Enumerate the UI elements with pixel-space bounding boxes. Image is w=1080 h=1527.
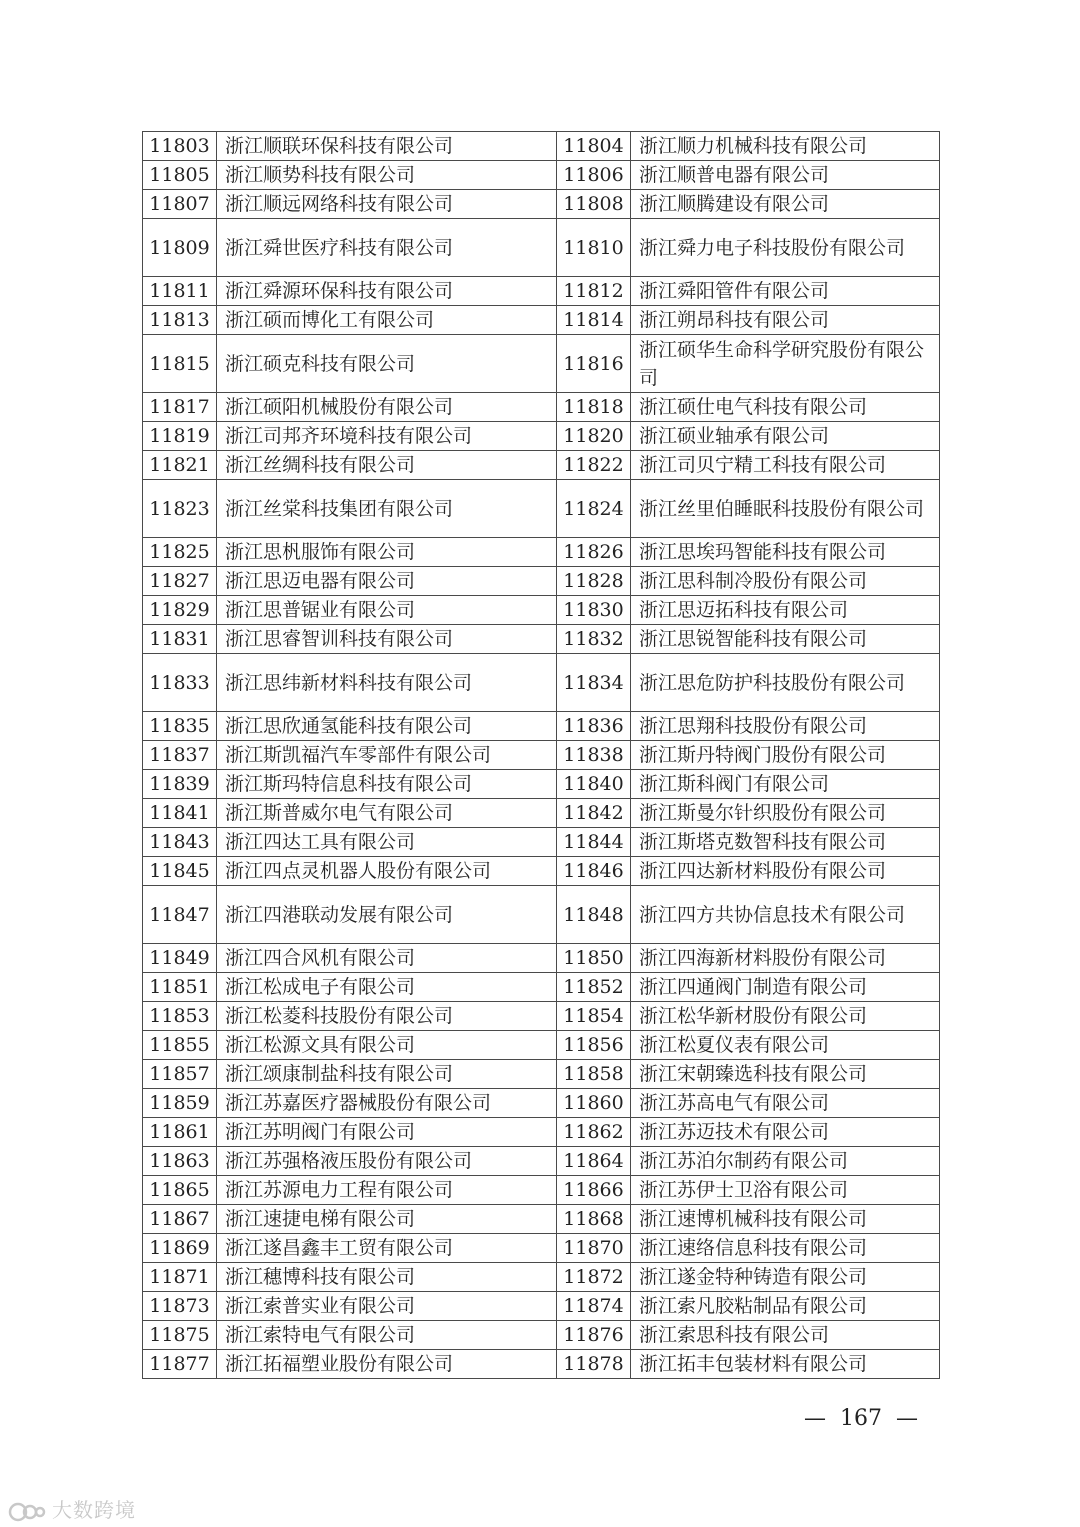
right-company-cell: 浙江思锐智能科技有限公司 bbox=[631, 625, 940, 654]
left-number-cell: 11811 bbox=[143, 277, 217, 306]
table-row bbox=[143, 799, 940, 828]
left-number-cell: 11809 bbox=[143, 219, 217, 277]
right-number-cell: 11876 bbox=[557, 1321, 631, 1350]
right-number-cell: 11852 bbox=[557, 973, 631, 1002]
left-company-cell: 浙江思纬新材料科技有限公司 bbox=[217, 654, 557, 712]
left-company-cell: 浙江丝棠科技集团有限公司 bbox=[217, 480, 557, 538]
left-number-cell: 11871 bbox=[143, 1263, 217, 1292]
right-company-cell: 浙江速博机械科技有限公司 bbox=[631, 1205, 940, 1234]
left-number-cell: 11829 bbox=[143, 596, 217, 625]
left-number-cell: 11815 bbox=[143, 335, 217, 393]
table-row bbox=[143, 277, 940, 306]
table-row bbox=[143, 306, 940, 335]
left-number-cell: 11823 bbox=[143, 480, 217, 538]
left-number-cell: 11813 bbox=[143, 306, 217, 335]
right-company-cell: 浙江四达新材料股份有限公司 bbox=[631, 857, 940, 886]
left-number-cell: 11839 bbox=[143, 770, 217, 799]
right-company-cell: 浙江斯曼尔针织股份有限公司 bbox=[631, 799, 940, 828]
company-list-table bbox=[142, 131, 940, 1379]
watermark-text: 大数跨境 bbox=[52, 1498, 136, 1522]
right-number-cell: 11854 bbox=[557, 1002, 631, 1031]
left-number-cell: 11851 bbox=[143, 973, 217, 1002]
right-number-cell: 11814 bbox=[557, 306, 631, 335]
left-number-cell: 11819 bbox=[143, 422, 217, 451]
left-company-cell: 浙江思睿智训科技有限公司 bbox=[217, 625, 557, 654]
left-number-cell: 11875 bbox=[143, 1321, 217, 1350]
table-row bbox=[143, 886, 940, 944]
table-row bbox=[143, 422, 940, 451]
right-company-cell: 浙江苏伊士卫浴有限公司 bbox=[631, 1176, 940, 1205]
left-company-cell: 浙江舜源环保科技有限公司 bbox=[217, 277, 557, 306]
left-company-cell: 浙江司邦齐环境科技有限公司 bbox=[217, 422, 557, 451]
left-company-cell: 浙江四达工具有限公司 bbox=[217, 828, 557, 857]
right-number-cell: 11878 bbox=[557, 1350, 631, 1379]
right-company-cell: 浙江四通阀门制造有限公司 bbox=[631, 973, 940, 1002]
right-number-cell: 11816 bbox=[557, 335, 631, 393]
right-number-cell: 11848 bbox=[557, 886, 631, 944]
left-number-cell: 11835 bbox=[143, 712, 217, 741]
left-number-cell: 11817 bbox=[143, 393, 217, 422]
table-row bbox=[143, 1176, 940, 1205]
footer-dash-left: — bbox=[804, 1406, 826, 1431]
left-company-cell: 浙江斯玛特信息科技有限公司 bbox=[217, 770, 557, 799]
right-company-cell: 浙江松华新材股份有限公司 bbox=[631, 1002, 940, 1031]
right-company-cell: 浙江松夏仪表有限公司 bbox=[631, 1031, 940, 1060]
left-company-cell: 浙江苏嘉医疗器械股份有限公司 bbox=[217, 1089, 557, 1118]
right-company-cell: 浙江斯科阀门有限公司 bbox=[631, 770, 940, 799]
table-row bbox=[143, 712, 940, 741]
table-row bbox=[143, 1002, 940, 1031]
right-company-cell: 浙江索思科技有限公司 bbox=[631, 1321, 940, 1350]
left-company-cell: 浙江硕克科技有限公司 bbox=[217, 335, 557, 393]
right-company-cell: 浙江思埃玛智能科技有限公司 bbox=[631, 538, 940, 567]
right-company-cell: 浙江索凡胶粘制品有限公司 bbox=[631, 1292, 940, 1321]
left-number-cell: 11843 bbox=[143, 828, 217, 857]
table-row bbox=[143, 1147, 940, 1176]
right-number-cell: 11828 bbox=[557, 567, 631, 596]
left-company-cell: 浙江遂昌鑫丰工贸有限公司 bbox=[217, 1234, 557, 1263]
right-company-cell: 浙江苏泊尔制药有限公司 bbox=[631, 1147, 940, 1176]
left-number-cell: 11821 bbox=[143, 451, 217, 480]
right-number-cell: 11860 bbox=[557, 1089, 631, 1118]
right-number-cell: 11818 bbox=[557, 393, 631, 422]
right-company-cell: 浙江四方共协信息技术有限公司 bbox=[631, 886, 940, 944]
left-company-cell: 浙江硕而博化工有限公司 bbox=[217, 306, 557, 335]
table-row bbox=[143, 1205, 940, 1234]
left-number-cell: 11831 bbox=[143, 625, 217, 654]
table-row bbox=[143, 1031, 940, 1060]
table-row bbox=[143, 770, 940, 799]
right-company-cell: 浙江宋朝臻选科技有限公司 bbox=[631, 1060, 940, 1089]
left-company-cell: 浙江思普锯业有限公司 bbox=[217, 596, 557, 625]
right-company-cell: 浙江顺力机械科技有限公司 bbox=[631, 132, 940, 161]
table-row bbox=[143, 625, 940, 654]
left-number-cell: 11849 bbox=[143, 944, 217, 973]
right-company-cell: 浙江思迈拓科技有限公司 bbox=[631, 596, 940, 625]
company-list-body bbox=[143, 132, 940, 1379]
left-company-cell: 浙江丝绸科技有限公司 bbox=[217, 451, 557, 480]
left-company-cell: 浙江顺远网络科技有限公司 bbox=[217, 190, 557, 219]
left-number-cell: 11847 bbox=[143, 886, 217, 944]
left-number-cell: 11857 bbox=[143, 1060, 217, 1089]
left-number-cell: 11827 bbox=[143, 567, 217, 596]
left-company-cell: 浙江索普实业有限公司 bbox=[217, 1292, 557, 1321]
right-company-cell: 浙江遂金特种铸造有限公司 bbox=[631, 1263, 940, 1292]
right-company-cell: 浙江苏迈技术有限公司 bbox=[631, 1118, 940, 1147]
table-row bbox=[143, 1350, 940, 1379]
page-number: 167 bbox=[840, 1406, 882, 1431]
right-number-cell: 11874 bbox=[557, 1292, 631, 1321]
right-number-cell: 11856 bbox=[557, 1031, 631, 1060]
right-company-cell: 浙江苏高电气有限公司 bbox=[631, 1089, 940, 1118]
right-company-cell: 浙江速络信息科技有限公司 bbox=[631, 1234, 940, 1263]
left-company-cell: 浙江四港联动发展有限公司 bbox=[217, 886, 557, 944]
left-company-cell: 浙江舜世医疗科技有限公司 bbox=[217, 219, 557, 277]
right-company-cell: 浙江思翔科技股份有限公司 bbox=[631, 712, 940, 741]
left-number-cell: 11873 bbox=[143, 1292, 217, 1321]
right-number-cell: 11808 bbox=[557, 190, 631, 219]
right-number-cell: 11858 bbox=[557, 1060, 631, 1089]
right-number-cell: 11846 bbox=[557, 857, 631, 886]
left-company-cell: 浙江速捷电梯有限公司 bbox=[217, 1205, 557, 1234]
left-number-cell: 11867 bbox=[143, 1205, 217, 1234]
table-row bbox=[143, 480, 940, 538]
table-row bbox=[143, 219, 940, 277]
right-company-cell: 浙江硕仕电气科技有限公司 bbox=[631, 393, 940, 422]
left-number-cell: 11861 bbox=[143, 1118, 217, 1147]
left-company-cell: 浙江拓福塑业股份有限公司 bbox=[217, 1350, 557, 1379]
right-number-cell: 11844 bbox=[557, 828, 631, 857]
right-number-cell: 11870 bbox=[557, 1234, 631, 1263]
footer-dash-right: — bbox=[896, 1406, 918, 1431]
left-company-cell: 浙江四合风机有限公司 bbox=[217, 944, 557, 973]
left-company-cell: 浙江松菱科技股份有限公司 bbox=[217, 1002, 557, 1031]
left-number-cell: 11845 bbox=[143, 857, 217, 886]
left-company-cell: 浙江斯凯福汽车零部件有限公司 bbox=[217, 741, 557, 770]
table-row bbox=[143, 828, 940, 857]
watermark bbox=[8, 1494, 136, 1523]
left-company-cell: 浙江顺联环保科技有限公司 bbox=[217, 132, 557, 161]
right-number-cell: 11836 bbox=[557, 712, 631, 741]
left-company-cell: 浙江思迈电器有限公司 bbox=[217, 567, 557, 596]
table-row bbox=[143, 857, 940, 886]
left-number-cell: 11841 bbox=[143, 799, 217, 828]
right-number-cell: 11842 bbox=[557, 799, 631, 828]
table-row bbox=[143, 741, 940, 770]
right-company-cell: 浙江四海新材料股份有限公司 bbox=[631, 944, 940, 973]
table-row bbox=[143, 1292, 940, 1321]
table-row bbox=[143, 1089, 940, 1118]
right-company-cell: 浙江斯丹特阀门股份有限公司 bbox=[631, 741, 940, 770]
table-row bbox=[143, 973, 940, 1002]
left-company-cell: 浙江松成电子有限公司 bbox=[217, 973, 557, 1002]
left-number-cell: 11837 bbox=[143, 741, 217, 770]
right-company-cell: 浙江斯塔克数智科技有限公司 bbox=[631, 828, 940, 857]
right-number-cell: 11838 bbox=[557, 741, 631, 770]
right-company-cell: 浙江思科制冷股份有限公司 bbox=[631, 567, 940, 596]
right-company-cell: 浙江硕业轴承有限公司 bbox=[631, 422, 940, 451]
left-number-cell: 11859 bbox=[143, 1089, 217, 1118]
left-company-cell: 浙江四点灵机器人股份有限公司 bbox=[217, 857, 557, 886]
left-company-cell: 浙江斯普威尔电气有限公司 bbox=[217, 799, 557, 828]
right-number-cell: 11826 bbox=[557, 538, 631, 567]
table-row bbox=[143, 393, 940, 422]
left-number-cell: 11863 bbox=[143, 1147, 217, 1176]
left-company-cell: 浙江苏明阀门有限公司 bbox=[217, 1118, 557, 1147]
right-number-cell: 11830 bbox=[557, 596, 631, 625]
table-row bbox=[143, 1234, 940, 1263]
table-row bbox=[143, 335, 940, 393]
left-number-cell: 11803 bbox=[143, 132, 217, 161]
watermark-logo-icon bbox=[8, 1501, 48, 1523]
left-company-cell: 浙江索特电气有限公司 bbox=[217, 1321, 557, 1350]
right-number-cell: 11840 bbox=[557, 770, 631, 799]
left-number-cell: 11865 bbox=[143, 1176, 217, 1205]
right-number-cell: 11832 bbox=[557, 625, 631, 654]
right-company-cell: 浙江丝里伯睡眠科技股份有限公司 bbox=[631, 480, 940, 538]
table-row bbox=[143, 567, 940, 596]
table-row bbox=[143, 1263, 940, 1292]
left-company-cell: 浙江顺势科技有限公司 bbox=[217, 161, 557, 190]
right-number-cell: 11824 bbox=[557, 480, 631, 538]
table-row bbox=[143, 654, 940, 712]
right-company-cell: 浙江硕华生命科学研究股份有限公司 bbox=[631, 335, 940, 393]
left-company-cell: 浙江松源文具有限公司 bbox=[217, 1031, 557, 1060]
left-number-cell: 11855 bbox=[143, 1031, 217, 1060]
right-number-cell: 11820 bbox=[557, 422, 631, 451]
right-number-cell: 11850 bbox=[557, 944, 631, 973]
right-number-cell: 11806 bbox=[557, 161, 631, 190]
left-company-cell: 浙江思欣通氢能科技有限公司 bbox=[217, 712, 557, 741]
left-company-cell: 浙江颂康制盐科技有限公司 bbox=[217, 1060, 557, 1089]
right-company-cell: 浙江拓丰包装材料有限公司 bbox=[631, 1350, 940, 1379]
left-number-cell: 11805 bbox=[143, 161, 217, 190]
right-number-cell: 11822 bbox=[557, 451, 631, 480]
page-footer bbox=[790, 1406, 932, 1431]
table-row bbox=[143, 596, 940, 625]
left-company-cell: 浙江穗博科技有限公司 bbox=[217, 1263, 557, 1292]
left-company-cell: 浙江苏强格液压股份有限公司 bbox=[217, 1147, 557, 1176]
left-company-cell: 浙江思杋服饰有限公司 bbox=[217, 538, 557, 567]
left-number-cell: 11877 bbox=[143, 1350, 217, 1379]
left-company-cell: 浙江硕阳机械股份有限公司 bbox=[217, 393, 557, 422]
right-number-cell: 11866 bbox=[557, 1176, 631, 1205]
right-number-cell: 11810 bbox=[557, 219, 631, 277]
table-row bbox=[143, 1060, 940, 1089]
left-number-cell: 11833 bbox=[143, 654, 217, 712]
right-company-cell: 浙江舜力电子科技股份有限公司 bbox=[631, 219, 940, 277]
right-number-cell: 11864 bbox=[557, 1147, 631, 1176]
left-number-cell: 11869 bbox=[143, 1234, 217, 1263]
table-row bbox=[143, 190, 940, 219]
right-number-cell: 11834 bbox=[557, 654, 631, 712]
left-company-cell: 浙江苏源电力工程有限公司 bbox=[217, 1176, 557, 1205]
table-row bbox=[143, 944, 940, 973]
table-row bbox=[143, 1118, 940, 1147]
right-company-cell: 浙江司贝宁精工科技有限公司 bbox=[631, 451, 940, 480]
right-company-cell: 浙江顺普电器有限公司 bbox=[631, 161, 940, 190]
right-company-cell: 浙江顺腾建设有限公司 bbox=[631, 190, 940, 219]
right-company-cell: 浙江思危防护科技股份有限公司 bbox=[631, 654, 940, 712]
right-number-cell: 11868 bbox=[557, 1205, 631, 1234]
table-row bbox=[143, 132, 940, 161]
left-number-cell: 11825 bbox=[143, 538, 217, 567]
right-number-cell: 11862 bbox=[557, 1118, 631, 1147]
left-number-cell: 11807 bbox=[143, 190, 217, 219]
table-row bbox=[143, 1321, 940, 1350]
table-row bbox=[143, 451, 940, 480]
right-company-cell: 浙江朔昂科技有限公司 bbox=[631, 306, 940, 335]
table-row bbox=[143, 538, 940, 567]
left-number-cell: 11853 bbox=[143, 1002, 217, 1031]
right-number-cell: 11872 bbox=[557, 1263, 631, 1292]
right-company-cell: 浙江舜阳管件有限公司 bbox=[631, 277, 940, 306]
right-number-cell: 11812 bbox=[557, 277, 631, 306]
table-row bbox=[143, 161, 940, 190]
right-number-cell: 11804 bbox=[557, 132, 631, 161]
